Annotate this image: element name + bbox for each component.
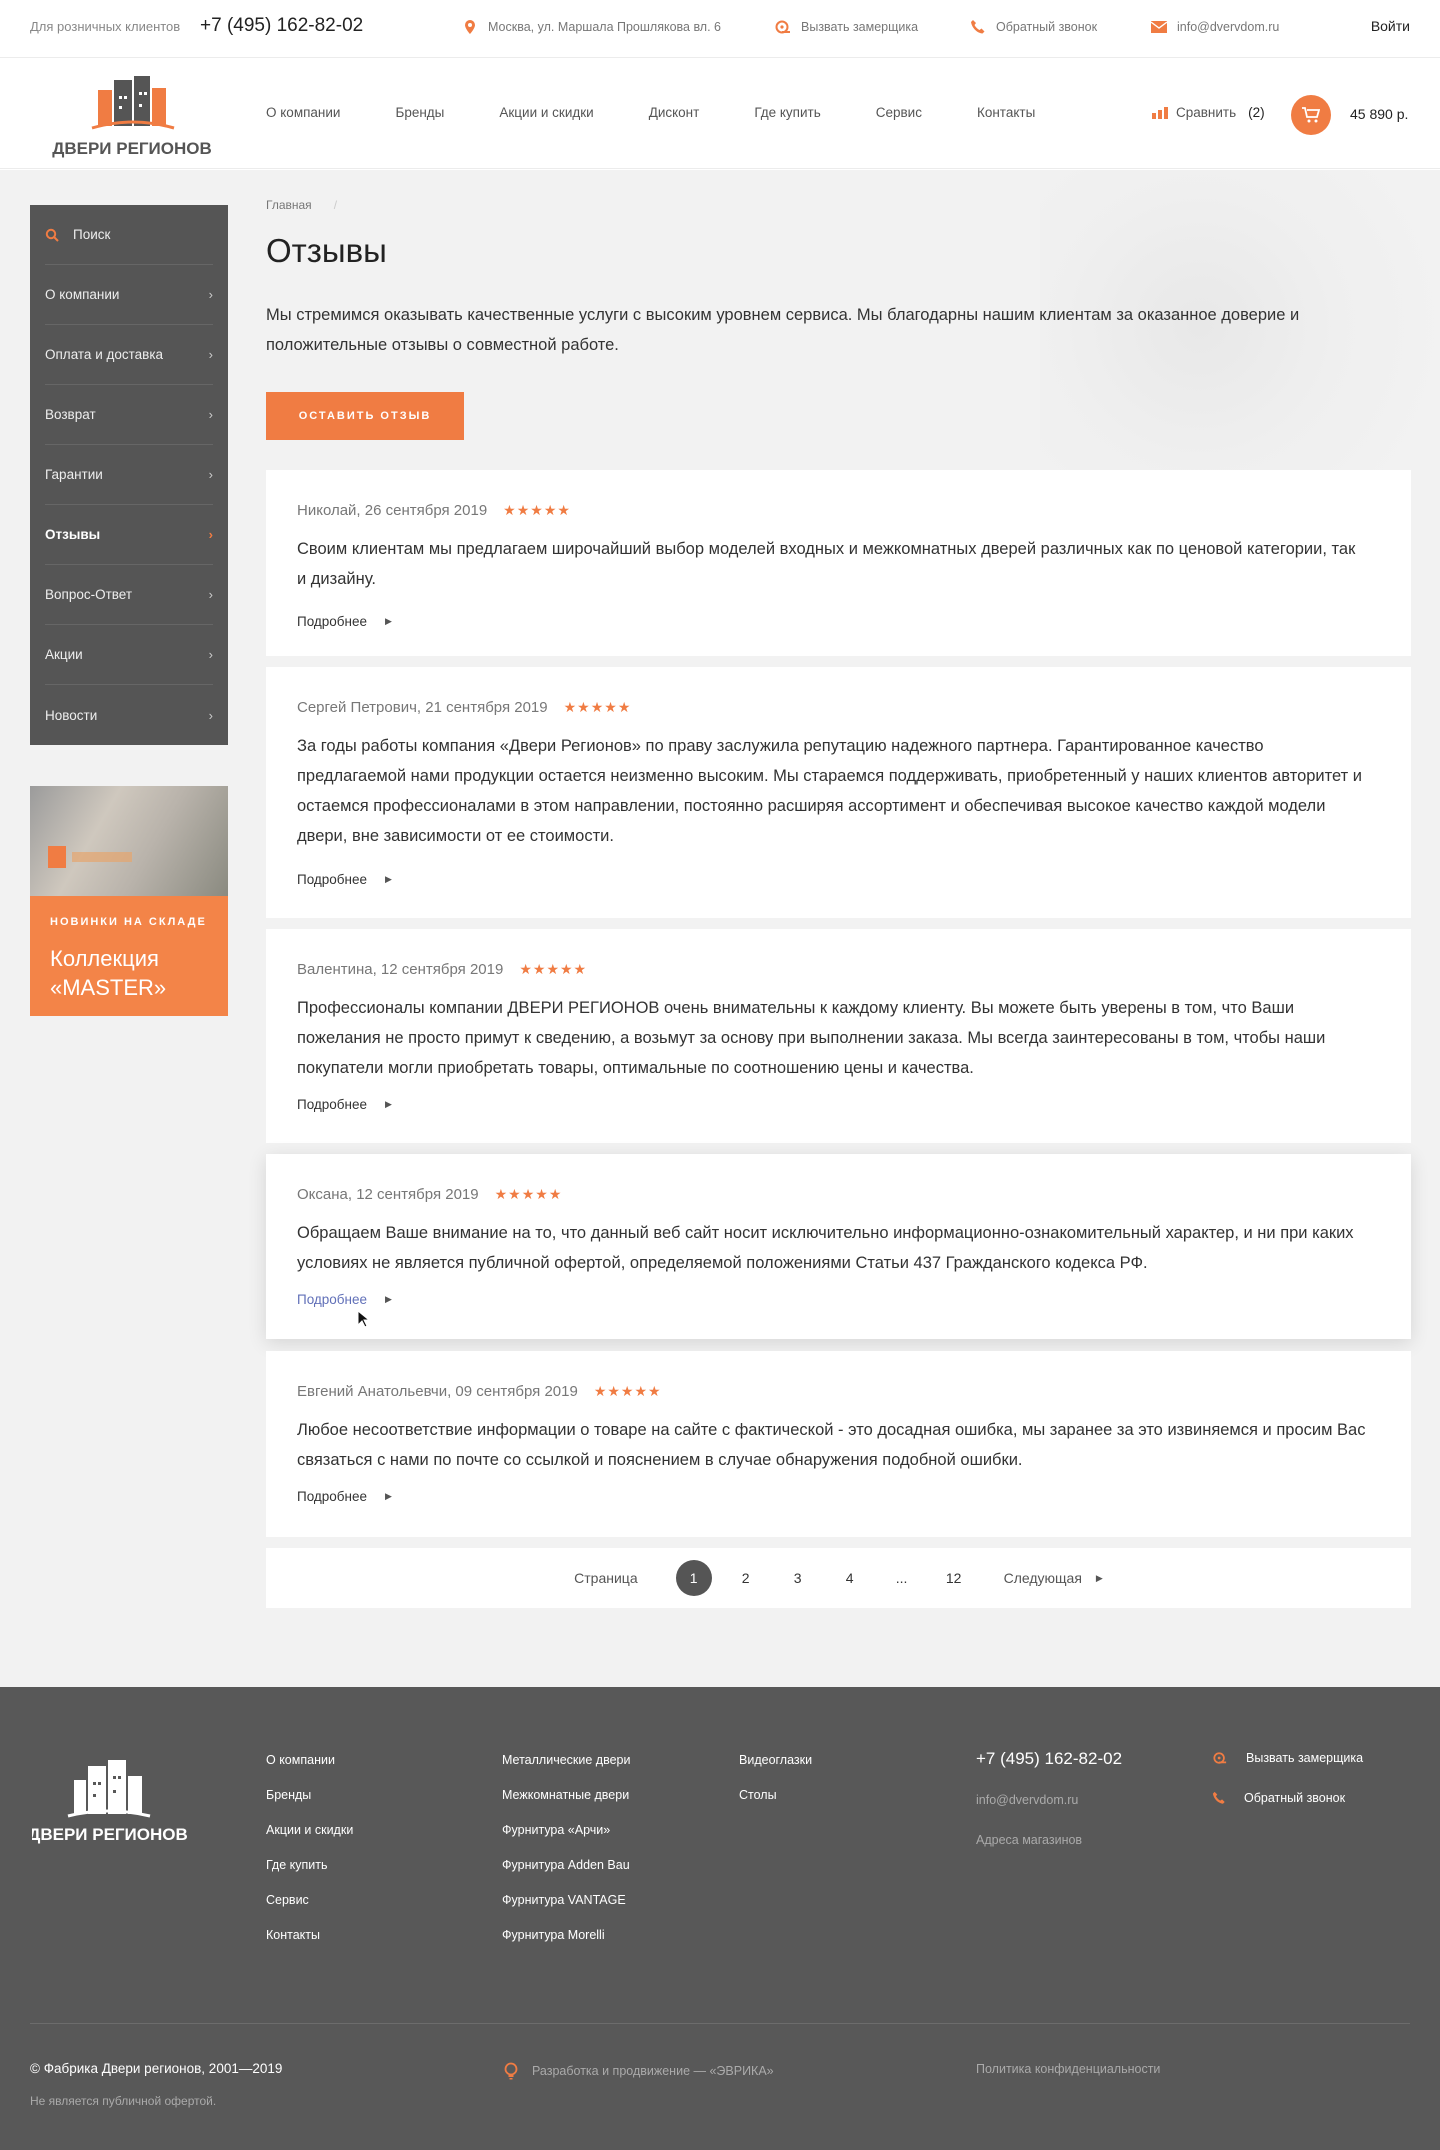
footer-phone[interactable]: +7 (495) 162-82-02 [976,1749,1123,1768]
play-arrow-icon: ▶ [385,1099,392,1109]
promo-banner-master[interactable] [30,786,228,1016]
footer-callback[interactable] [1212,1791,1345,1805]
review-meta [297,502,571,519]
map-pin-icon [462,19,478,35]
review-more-link[interactable] [297,1097,392,1112]
play-arrow-icon: ▶ [385,1294,392,1304]
more-label: Подробнее [297,1489,368,1504]
cart-button[interactable] [1291,95,1331,135]
footer-link[interactable]: Где купить [266,1858,328,1872]
search-icon [45,228,59,242]
rating-stars-icon: ★★★★★ [519,961,588,977]
review-more-link[interactable] [297,1292,392,1307]
sidebar-item-label: Гарантии [45,467,103,482]
footer-col-other [739,1753,812,1823]
page-ellipsis: ... [895,1570,908,1586]
promo-image [30,786,228,896]
rating-stars-icon: ★★★★★ [494,1186,563,1202]
footer-logo-text: ДВЕРИ РЕГИОНОВ [32,1825,188,1844]
page-1[interactable]: 1 [676,1560,712,1596]
page-12[interactable]: 12 [945,1570,962,1586]
sidebar-item-payment-delivery[interactable] [45,325,213,385]
compare-link[interactable] [1152,105,1265,120]
page-3[interactable]: 3 [793,1570,802,1586]
sidebar-item-promotions[interactable] [45,625,213,685]
footer-link[interactable]: Металлические двери [502,1753,631,1767]
footer-link[interactable]: Фурнитура Morelli [502,1928,605,1942]
rating-stars-icon: ★★★★★ [563,699,632,715]
footer-logo[interactable] [32,1752,192,1848]
nav-discount[interactable]: Дисконт [648,105,700,120]
rating-stars-icon: ★★★★★ [593,1383,662,1399]
sidebar-menu [30,205,228,745]
promo-kicker: НОВИНКИ НА СКЛАДЕ [50,916,207,928]
review-meta [297,699,631,716]
footer-privacy-link[interactable]: Политика конфиденциальности [976,2062,1161,2076]
nav-contacts[interactable]: Контакты [976,105,1036,120]
sidebar-item-label: О компании [45,287,120,302]
sidebar-item-faq[interactable] [45,565,213,625]
review-text: Обращаем Ваше внимание на то, что данный веб сайт носит исключительно информационно-ознакомительный характер, и ни при каких условиях не является публичной офертой, определяемой положениями Статьи 437 Гражданского кодекса РФ. [297,1224,1354,1272]
review-author: Евгений Анатольевчи, 09 сентября 2019 [297,1383,578,1400]
review-text: Профессионалы компании ДВЕРИ РЕГИОНОВ очень внимательны к каждому клиенту. Вы можете быть уверены в том, что Ваши пожелания не просто примут к сведению, а возьмут за основу при выполнении заказа. Мы всегда заинтересованы в том, чтобы наши покупатели могли приобретать товары, оптимальные по соотношению цены и качества. [297,999,1326,1077]
sidebar-item-label: Вопрос-Ответ [45,587,133,602]
more-label: Подробнее [297,614,368,629]
footer-link[interactable]: Бренды [266,1788,312,1802]
sidebar-item-label: Новости [45,707,98,723]
footer-link[interactable]: Фурнитура VANTAGE [502,1893,626,1907]
chevron-right-icon: › [208,467,213,482]
review-author: Валентина, 12 сентября 2019 [297,961,504,978]
review-meta [297,961,587,978]
footer-link[interactable]: Фурнитура Adden Bau [502,1858,630,1872]
call-measurer-label: Вызвать замерщика [801,20,919,34]
leave-review-button[interactable]: ОСТАВИТЬ ОТЗЫВ [266,392,464,440]
footer-col-catalog [502,1753,630,1963]
footer-call-measurer[interactable] [1212,1751,1363,1765]
footer-link[interactable]: Акции и скидки [266,1823,354,1837]
footer-developer-link[interactable] [504,2062,774,2080]
footer-link[interactable]: Столы [739,1788,777,1802]
pagination-label: Страница [574,1570,638,1586]
review-more-link[interactable] [297,1489,392,1504]
page-4[interactable]: 4 [845,1570,854,1586]
footer-link[interactable]: О компании [266,1753,335,1767]
review-card [266,1351,1411,1537]
address-item [462,19,721,35]
chevron-right-icon: › [208,647,213,662]
cart-icon [1302,107,1320,123]
promo-title-line: «MASTER» [50,975,167,1000]
footer-call-measurer-label: Вызвать замерщика [1246,1751,1364,1765]
footer-link[interactable]: Межкомнатные двери [502,1788,630,1802]
nav-where-to-buy[interactable]: Где купить [754,105,821,120]
lightbulb-icon [504,2062,518,2080]
next-page-link[interactable] [1004,1570,1103,1586]
footer-link[interactable]: Контакты [266,1928,320,1942]
footer-copyright: © Фабрика Двери регионов, 2001—2019 [30,2061,283,2076]
call-measurer-link[interactable] [775,19,918,35]
rating-stars-icon: ★★★★★ [503,502,571,518]
page-2[interactable]: 2 [741,1570,750,1586]
sidebar-item-about[interactable] [45,265,213,325]
sidebar-search-label: Поиск [73,227,111,242]
callback-link[interactable] [970,19,1097,35]
mail-icon [1151,19,1167,35]
review-text: Любое несоответствие информации о товаре на сайте с фактической - это досадная ошибка, мы заранее за это извиняемся и просим Вас связаться с нами по почте со ссылкой и пояснением в случае обнаружения подобной ошибки. [297,1421,1366,1469]
next-label: Следующая [1003,1570,1082,1586]
chevron-right-icon: › [208,527,213,542]
play-arrow-icon: ▶ [1095,1572,1103,1583]
promo-title-line: Коллекция [50,946,159,971]
review-author: Оксана, 12 сентября 2019 [297,1186,479,1203]
sidebar-item-news[interactable] [45,685,213,745]
chevron-right-icon: › [208,407,213,422]
footer-col-company [266,1753,353,1963]
bar-chart-icon [1152,107,1168,119]
review-card [266,1154,1411,1339]
review-meta [297,1186,562,1203]
play-arrow-icon: ▶ [385,874,392,884]
more-label: Подробнее [297,1292,368,1307]
site-logo[interactable] [52,66,212,162]
address-text: Москва, ул. Маршала Прошлякова вл. 6 [488,20,722,34]
breadcrumb [266,198,337,212]
compare-count: (2) [1248,105,1265,120]
mouse-cursor-icon [357,1310,369,1328]
footer-developer-label: Разработка и продвижение — «ЭВРИКА» [532,2064,774,2078]
promo-title [50,944,166,1002]
footer-stores-link[interactable]: Адреса магазинов [976,1833,1083,1847]
review-card [266,470,1411,656]
page-title: Отзывы [266,232,387,269]
review-author: Николай, 26 сентября 2019 [297,502,488,519]
sidebar-item-returns[interactable] [45,385,213,445]
top-bar [0,0,1440,58]
play-arrow-icon: ▶ [385,616,392,626]
login-link[interactable]: Войти [1370,18,1410,34]
sidebar-item-label: Отзывы [45,527,101,542]
footer-email[interactable]: info@dvervdom.ru [976,1793,1079,1807]
logo-text: ДВЕРИ РЕГИОНОВ [52,139,212,158]
sidebar-item-warranty[interactable] [45,445,213,505]
chevron-right-icon: › [208,347,213,362]
page-intro: Мы стремимся оказывать качественные услуги с высоким уровнем сервиса. Мы благодарны нашим клиентам за оказанное доверие и положительные отзывы о совместной работе. [266,306,1300,354]
site-header [0,58,1440,169]
site-footer [0,1687,1440,2150]
callback-label: Обратный звонок [996,20,1098,34]
review-author: Сергей Петрович, 21 сентября 2019 [297,699,548,716]
sidebar-item-label: Оплата и доставка [45,347,164,362]
sidebar-search[interactable] [45,205,213,265]
logo-icon [52,66,212,162]
breadcrumb-home[interactable]: Главная [266,198,312,212]
top-phone-link[interactable]: +7 (495) 162-82-02 [200,15,364,36]
logo-icon [32,1752,192,1848]
nav-promotions[interactable]: Акции и скидки [499,105,594,120]
footer-link[interactable]: Фурнитура «Арчи» [502,1823,611,1837]
phone-icon [970,19,986,35]
review-more-link[interactable] [297,614,392,629]
phone-icon [1212,1791,1226,1805]
breadcrumb-separator: / [333,198,338,212]
chevron-right-icon: › [208,707,213,723]
review-more-link[interactable] [297,872,392,887]
footer-link[interactable]: Видеоглазки [739,1753,813,1767]
play-arrow-icon: ▶ [385,1491,392,1501]
email-text: info@dvervdom.ru [1177,20,1280,34]
review-card [266,667,1411,918]
footer-divider [30,2023,1410,2024]
chevron-right-icon: › [208,287,213,302]
nav-brands[interactable]: Бренды [395,105,445,120]
main-nav [266,105,1090,120]
review-meta [297,1383,662,1400]
footer-disclaimer: Не является публичной офертой. [30,2094,217,2108]
email-link[interactable] [1151,19,1279,35]
nav-about[interactable]: О компании [266,105,341,120]
tape-measure-icon [1212,1751,1228,1765]
retail-label: Для розничных клиентов [30,19,181,34]
more-label: Подробнее [297,872,368,887]
footer-callback-label: Обратный звонок [1244,1791,1346,1805]
chevron-right-icon: › [208,587,213,602]
review-card [266,929,1411,1143]
sidebar-item-label: Акции [45,647,83,662]
pagination [266,1548,1411,1608]
cart-total: 45 890 р. [1350,106,1409,122]
review-text: Своим клиентам мы предлагаем широчайший выбор моделей входных и межкомнатных дверей различных как по ценовой категории, так и дизайну. [297,540,1356,588]
sidebar-item-reviews[interactable] [45,505,213,565]
compare-label: Сравнить [1176,105,1237,120]
review-text: За годы работы компания «Двери Регионов» по праву заслужила репутацию надежного партнера. Гарантированное качество предлагаемой нами продукции остается неизменно высоким. Мы стараемся поддерживать, приобретенный у наших клиентов авторитет и остаемся профессионалами в этом направлении, постоянно расширяя ассортимент и обеспечивая высокое качество каждой модели двери, вне зависимости от ее стоимости. [297,737,1362,845]
nav-service[interactable]: Сервис [875,105,922,120]
sidebar-item-label: Возврат [45,407,96,422]
tape-measure-icon [775,19,791,35]
footer-link[interactable]: Сервис [266,1893,309,1907]
more-label: Подробнее [297,1097,368,1112]
